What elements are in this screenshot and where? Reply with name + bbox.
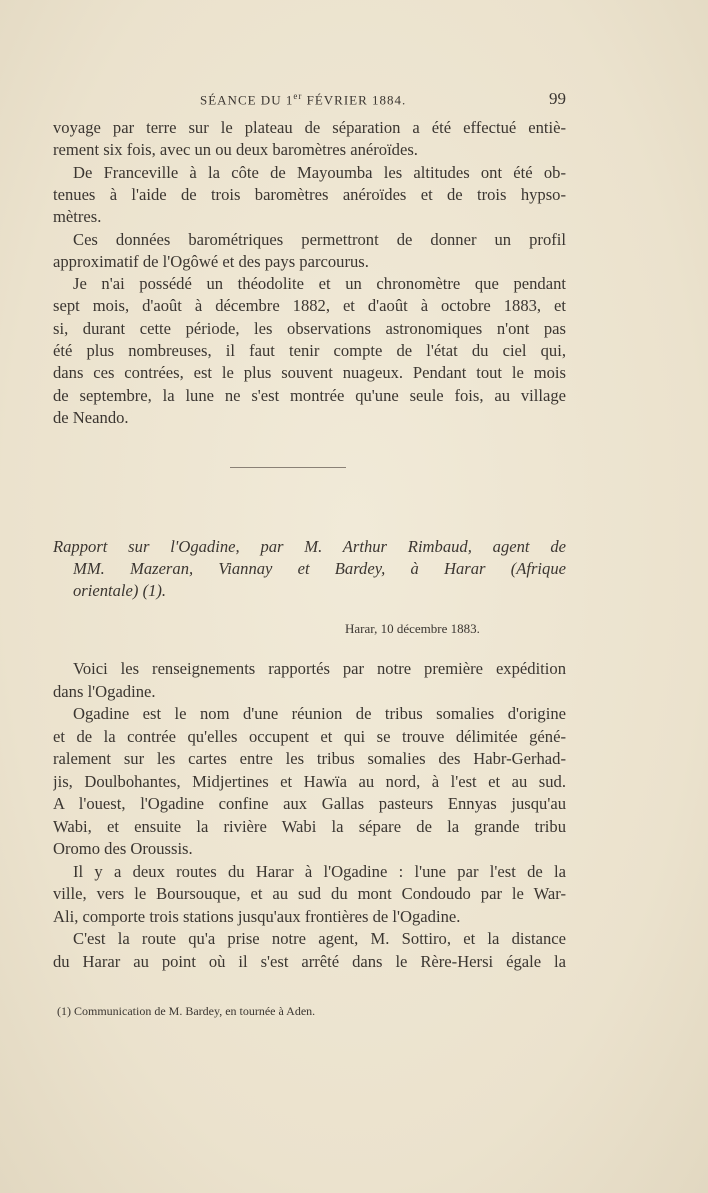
text-line: de septembre, la lune ne s'est montrée qu'une seule fois, au village	[53, 385, 566, 405]
text-line: De Franceville à la côte de Mayoumba les altitudes ont été ob-	[73, 162, 566, 182]
text-line: jis, Doulbohantes, Midjertines et Hawïa au nord, à l'est et au sud.	[53, 771, 566, 791]
text-line: dans ces contrées, est le plus souvent nuageux. Pendant tout le mois	[53, 363, 566, 383]
running-title: SÉANCE DU 1er FÉVRIER 1884.	[200, 91, 407, 108]
text-line: A l'ouest, l'Ogadine confine aux Gallas pasteurs Ennyas jusqu'au	[53, 794, 566, 813]
text-line: dans l'Ogadine.	[53, 681, 156, 701]
text-line: été plus nombreuses, il faut tenir compte de l'état du ciel qui,	[53, 341, 566, 360]
text-line: Ogadine est le nom d'une réunion de tribus somalies d'origine	[73, 704, 566, 723]
text-line: C'est la route qu'a prise notre agent, M. Sottiro, et la distance	[73, 929, 566, 948]
text-line: de Neando.	[53, 407, 129, 427]
text-line: sept mois, d'août à décembre 1882, et d'août à octobre 1883, et	[53, 296, 566, 316]
text-line: Je n'ai possédé un théodolite et un chronomètre que pendant	[73, 274, 566, 294]
footnote: (1) Communication de M. Bardey, en tournée à Aden.	[57, 1004, 316, 1018]
text-line: rement six fois, avec un ou deux baromètres anéroïdes.	[53, 140, 418, 160]
text-line: et de la contrée qu'elles occupent et qui se trouve délimitée géné-	[53, 726, 566, 746]
page-number: 99	[549, 89, 566, 108]
text-line: Rapport sur l'Ogadine, par M. Arthur Rimbaud, agent de	[53, 537, 566, 556]
dateline: Harar, 10 décembre 1883.	[345, 621, 480, 636]
text-line: Ces données barométriques permettront de donner un profil	[73, 229, 566, 249]
text-line: Voici les renseignements rapportés par notre première expédition	[73, 659, 566, 678]
text-line: Ali, comporte trois stations jusqu'aux frontières de l'Ogadine.	[53, 906, 461, 926]
text-line: ralement sur les cartes entre les tribus somalies des Habr-Gerhad-	[53, 749, 566, 768]
section-divider	[230, 467, 346, 468]
running-header	[0, 89, 708, 111]
text-line: MM. Mazeran, Viannay et Bardey, à Harar (Afrique	[73, 558, 566, 578]
text-line: mètres.	[53, 207, 102, 227]
text-line: Oromo des Oroussis.	[53, 839, 193, 858]
text-line: du Harar au point où il s'est arrêté dans le Rère-Hersi égale la	[53, 951, 566, 971]
text-line: si, durant cette période, les observations astronomiques n'ont pas	[53, 318, 566, 338]
text-line: orientale) (1).	[73, 580, 167, 600]
text-line: voyage par terre sur le plateau de séparation a été effectué entiè-	[53, 118, 566, 137]
text-line: ville, vers le Boursouque, et au sud du mont Condoudo par le War-	[53, 884, 566, 903]
text-line: tenues à l'aide de trois baromètres anéroïdes et de trois hypso-	[53, 184, 566, 204]
text-line: approximatif de l'Ogôwé et des pays parcourus.	[53, 251, 369, 271]
text-line: Wabi, et ensuite la rivière Wabi la sépare de la grande tribu	[53, 816, 566, 836]
text-line: Il y a deux routes du Harar à l'Ogadine : l'une par l'est de la	[73, 861, 566, 881]
